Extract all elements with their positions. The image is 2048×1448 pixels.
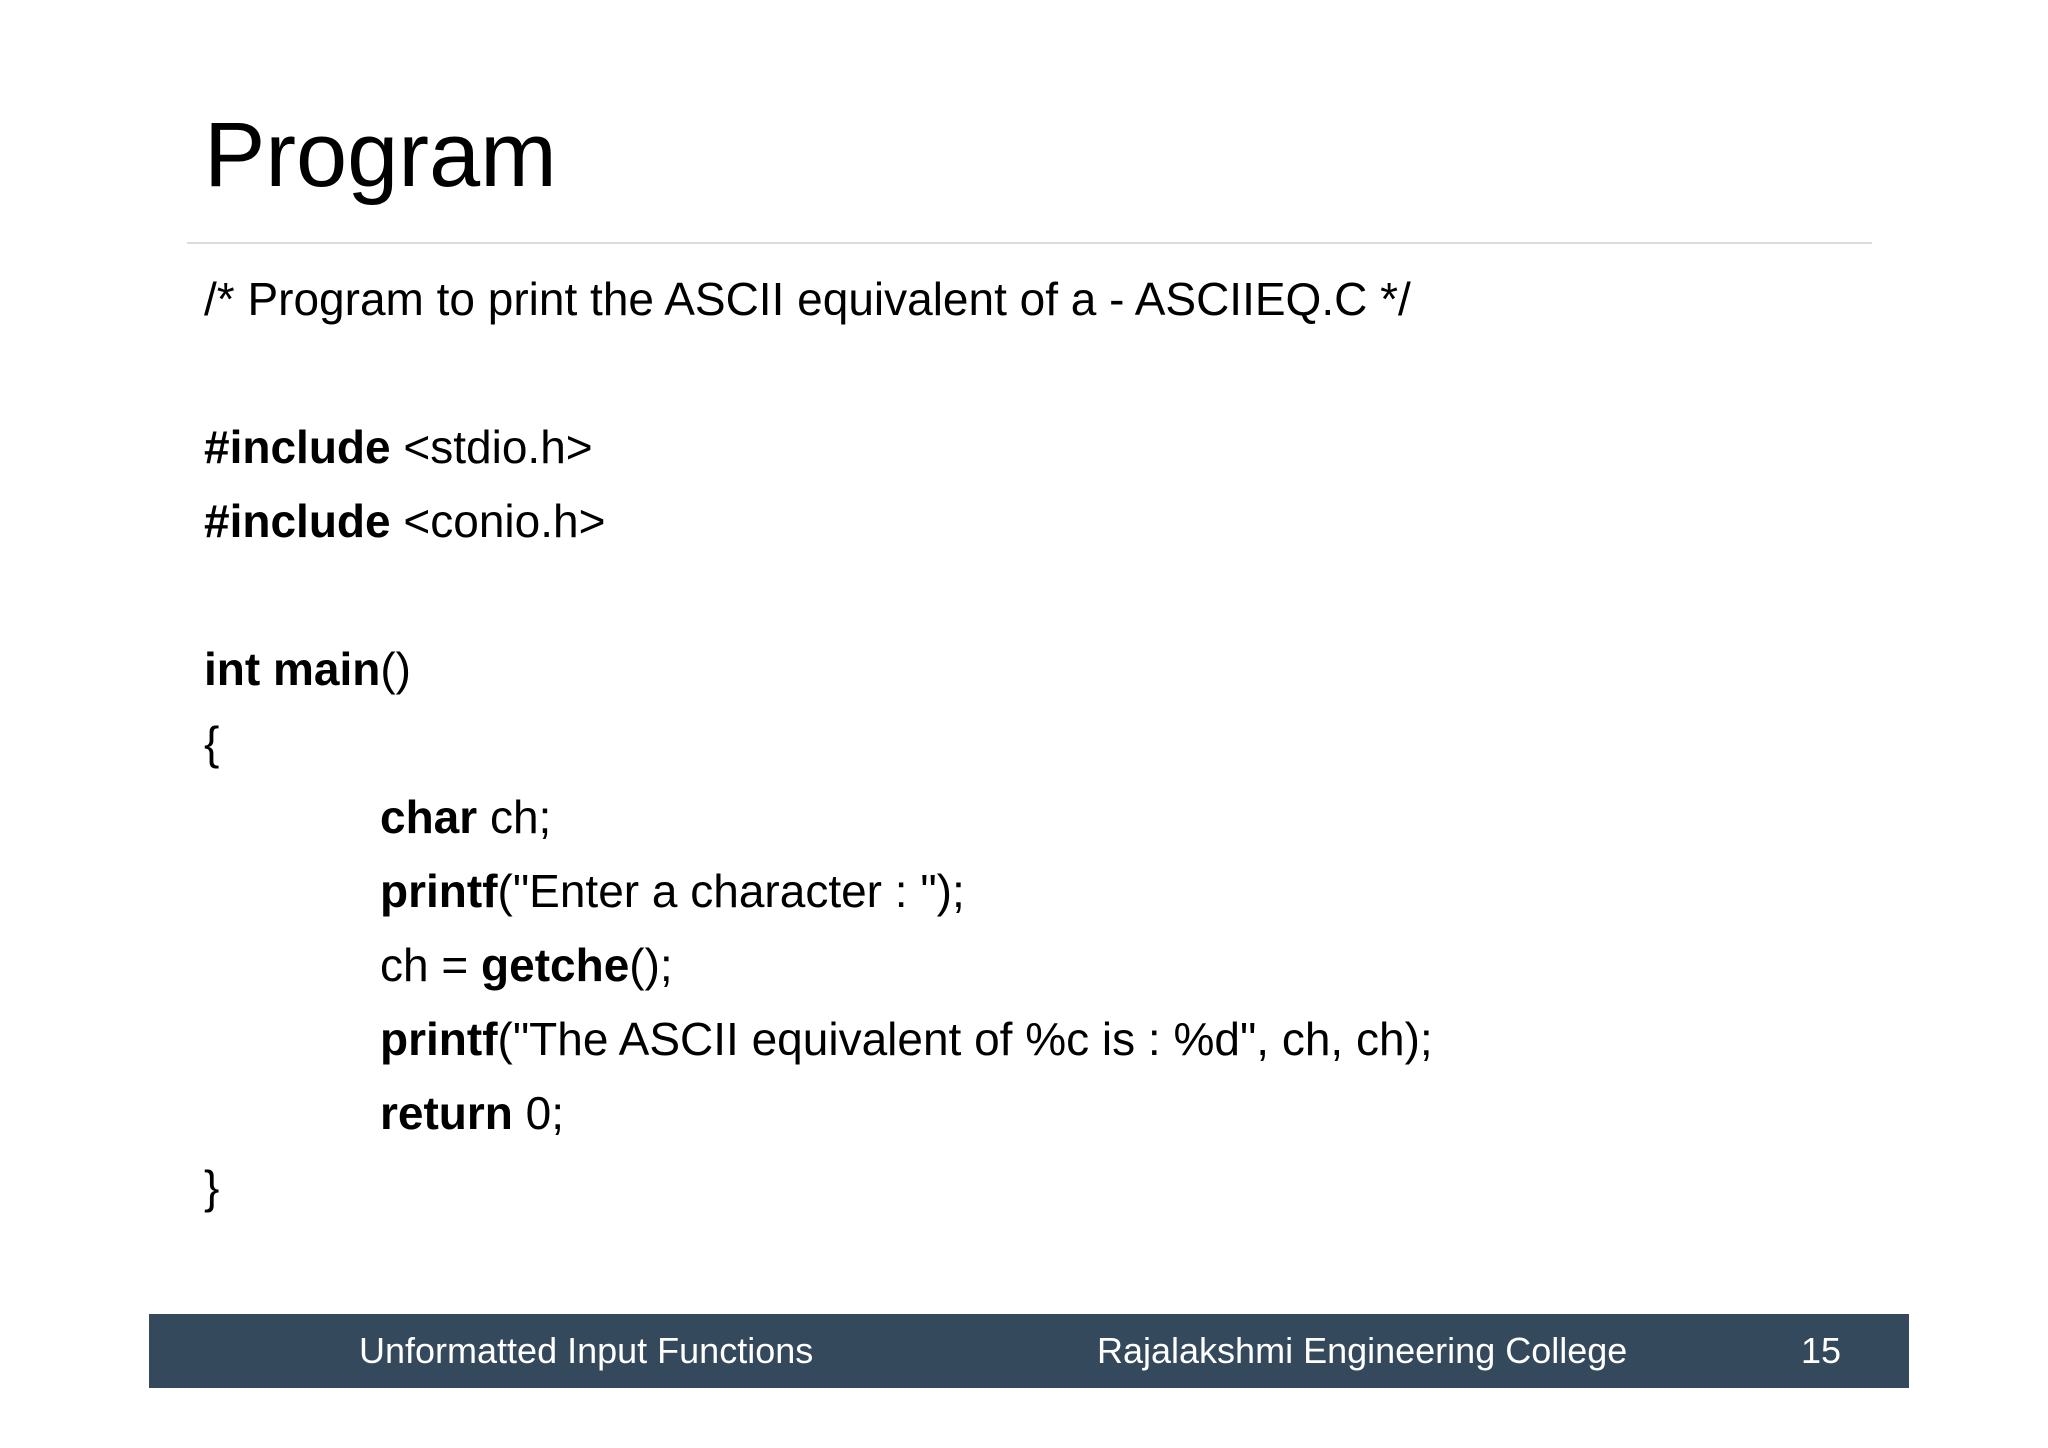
footer-institution: Rajalakshmi Engineering College — [1097, 1330, 1628, 1371]
keyword: #include — [204, 421, 391, 473]
code-include-stdio — [204, 410, 1844, 484]
code-close-brace: } — [204, 1161, 220, 1213]
code-text: 0; — [512, 1087, 565, 1139]
code-open-brace: { — [204, 717, 220, 769]
code-text: ch = — [380, 939, 482, 991]
code-printf-prompt — [204, 854, 1844, 928]
footer-topic: Unformatted Input Functions — [359, 1330, 814, 1371]
code-text: (); — [629, 939, 673, 991]
code-getche-call — [204, 928, 1844, 1002]
code-block — [204, 262, 1844, 1224]
keyword: #include — [204, 495, 391, 547]
slide-title: Program — [204, 104, 557, 206]
code-return — [204, 1076, 1844, 1150]
blank-line — [204, 336, 1844, 410]
code-comment: /* Program to print the ASCII equivalent of a - ASCIIEQ.C */ — [204, 273, 1411, 325]
code-include-conio — [204, 484, 1844, 558]
keyword: printf — [380, 1013, 498, 1065]
code-text: ("Enter a character : "); — [497, 865, 965, 917]
keyword: return — [380, 1087, 513, 1139]
footer-page-number: 15 — [1801, 1330, 1842, 1371]
keyword: getche — [481, 939, 630, 991]
code-char-decl — [204, 780, 1844, 854]
code-text: () — [380, 643, 411, 695]
code-text: <stdio.h> — [390, 421, 593, 473]
title-divider — [187, 242, 1872, 244]
footer-bar — [149, 1314, 1909, 1388]
blank-line — [204, 558, 1844, 632]
keyword: char — [380, 791, 478, 843]
keyword: printf — [380, 865, 498, 917]
keyword: int main — [204, 643, 381, 695]
code-printf-result — [204, 1002, 1844, 1076]
code-text: <conio.h> — [390, 495, 606, 547]
code-text: ch; — [477, 791, 552, 843]
code-main-signature — [204, 632, 1844, 706]
code-text: ("The ASCII equivalent of %c is : %d", ch, ch); — [497, 1013, 1433, 1065]
